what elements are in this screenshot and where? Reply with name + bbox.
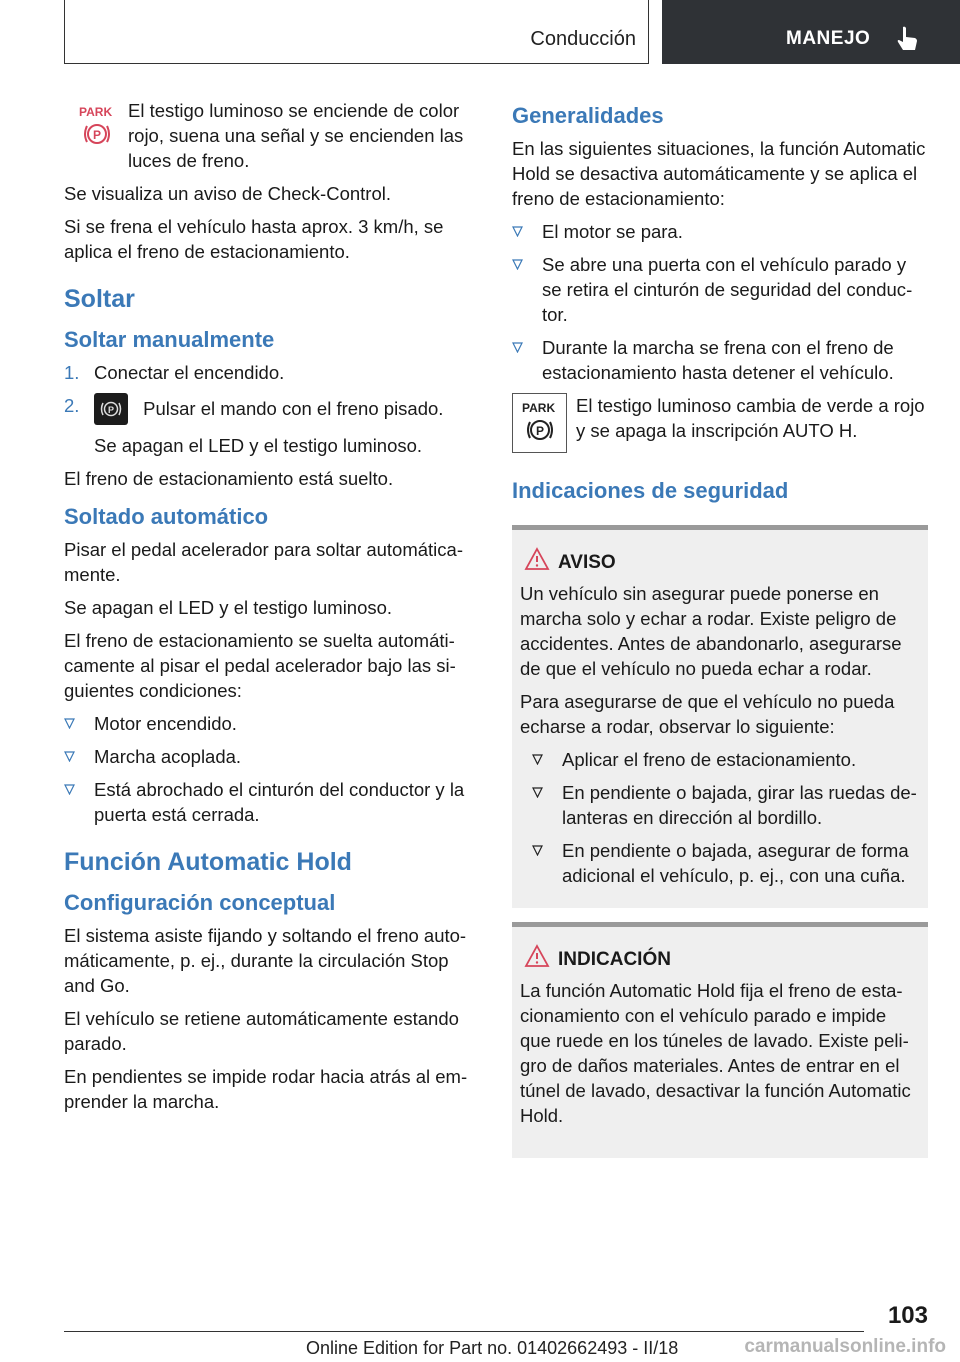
paragraph: La función Automatic Hold fija el freno de estacionamiento con el vehículo parado e impide que ruede en los túneles de lavado. Existe peligro de daños materiales. Antes de entrar en el túnel de lavado, desactivar la función Automatic Hold.: [520, 980, 911, 1126]
list-item: [532, 838, 920, 888]
triangle-bullet-icon: [512, 342, 523, 353]
note-title-text: INDICACIÓN: [558, 949, 671, 970]
paragraph: Para asegurarse de que el vehículo no pueda echarse a rodar, observar lo siguiente:: [520, 691, 895, 737]
heading-soltado-automatico: Soltado automático: [64, 504, 269, 529]
heading-soltar: Soltar: [64, 285, 135, 313]
triangle-bullet-icon: [64, 784, 75, 795]
warning-box: [512, 525, 928, 908]
triangle-bullet-icon: [532, 787, 543, 798]
list-item: [512, 335, 928, 385]
triangle-bullet-icon: [512, 226, 523, 237]
step-number: 1.: [64, 362, 80, 383]
list-item: [532, 747, 920, 772]
chapter-title: MANEJO: [786, 28, 871, 49]
list-item-text: Está abrochado el cinturón del conductor y la puerta está cerrada.: [94, 779, 465, 825]
park-brake-icon: [521, 400, 559, 446]
section-title: Conducción: [530, 28, 636, 50]
heading-generalidades: Generalidades: [512, 103, 664, 128]
list-item-text: Se abre una puerta con el vehículo parado y se retira el cinturón de seguridad del conductor.: [542, 254, 913, 325]
section-tab: [64, 0, 649, 64]
list-item: [532, 780, 920, 830]
parking-brake-button-icon: [94, 393, 128, 425]
list-item-text: Aplicar el freno de estacionamiento.: [562, 749, 857, 770]
hand-pointer-icon: [896, 26, 918, 52]
footer-divider: [64, 1331, 864, 1332]
park-indicator-box: [512, 393, 567, 453]
heading-automatic-hold: Función Automatic Hold: [64, 848, 352, 876]
svg-text:PARK: PARK: [79, 105, 113, 119]
step-text: Pulsar el mando con el freno pisado.: [143, 398, 444, 419]
svg-text:P: P: [108, 405, 115, 415]
warning-title-text: AVISO: [558, 552, 616, 573]
svg-text:P: P: [93, 128, 102, 142]
park-brake-red-icon: [78, 104, 116, 150]
note-title: [520, 947, 920, 972]
heading-configuracion-conceptual: Configuración conceptual: [64, 890, 336, 915]
park-indicator-paragraph: [512, 393, 928, 459]
warning-title: [520, 550, 920, 575]
page-number: 103: [887, 1302, 928, 1329]
conditions-list: [64, 711, 476, 827]
paragraph: En las siguientes situaciones, la función Automatic Hold se desactiva automáticamente y se aplica el freno de estacionamiento:: [512, 138, 926, 209]
list-item-text: En pendiente o bajada, asegurar de forma adicional el vehículo, p. ej., con una cuña.: [562, 840, 909, 886]
situations-list: [512, 219, 928, 385]
steps-list: [64, 360, 476, 458]
list-item: [64, 744, 476, 769]
chapter-tab: [662, 0, 960, 64]
triangle-bullet-icon: [532, 845, 543, 856]
list-item-text: Durante la marcha se frena con el freno de estacionamiento hasta detener el vehículo.: [542, 337, 894, 383]
park-indicator-text: El testigo luminoso cambia de verde a rojo y se apaga la inscripción AUTO H.: [576, 395, 925, 441]
list-item-text: El motor se para.: [542, 221, 683, 242]
step-subtext: Se apagan el LED y el testigo luminoso.: [94, 435, 423, 456]
list-item: [512, 219, 928, 244]
edition-info: Online Edition for Part no. 01402662493 - II/18: [306, 1338, 679, 1358]
svg-text:P: P: [536, 424, 545, 438]
paragraph: Un vehículo sin asegurar puede ponerse en marcha solo y echar a rodar. Existe peligro de accidentes. Antes de abandonarlo, asegurarse de que el vehículo no pueda echar a rodar.: [520, 583, 902, 679]
park-warning-paragraph: [64, 98, 476, 173]
paragraph: Se visualiza un aviso de Check-Control.: [64, 183, 391, 204]
watermark: carmanualsonline.info: [744, 1336, 946, 1357]
warning-list: [520, 747, 920, 888]
paragraph: El freno de estacionamiento se suelta automáticamente al pisar el pedal acelerador bajo las siguientes condiciones:: [64, 630, 456, 701]
paragraph: El vehículo se retiene automáticamente estando parado.: [64, 1008, 459, 1054]
list-item: [64, 711, 476, 736]
paragraph: Pisar el pedal acelerador para soltar automáticamente.: [64, 539, 463, 585]
heading-indicaciones-seguridad: Indicaciones de seguridad: [512, 478, 789, 503]
list-item: [64, 777, 476, 827]
step-item: [64, 393, 476, 458]
left-column: [64, 98, 476, 1122]
step-number: 2.: [64, 395, 80, 416]
step-text: Conectar el encendido.: [94, 362, 285, 383]
paragraph: El sistema asiste fijando y soltando el freno automáticamente, p. ej., durante la circulación Stop and Go.: [64, 925, 467, 996]
list-item-text: En pendiente o bajada, girar las ruedas delanteras en dirección al bordillo.: [562, 782, 917, 828]
step-item: [64, 360, 476, 385]
warning-triangle-icon: [524, 944, 550, 968]
svg-text:PARK: PARK: [522, 401, 556, 415]
list-item-text: Marcha acoplada.: [94, 746, 242, 767]
note-box: [512, 922, 928, 1158]
paragraph: Se apagan el LED y el testigo luminoso.: [64, 597, 393, 618]
triangle-bullet-icon: [512, 259, 523, 270]
triangle-bullet-icon: [64, 718, 75, 729]
paragraph: El freno de estacionamiento está suelto.: [64, 468, 394, 489]
park-warning-text: El testigo luminoso se enciende de color rojo, suena una señal y se encienden las luces de freno.: [128, 100, 464, 171]
triangle-bullet-icon: [532, 754, 543, 765]
paragraph: Si se frena el vehículo hasta aprox. 3 km/h, se aplica el freno de estacionamiento.: [64, 216, 444, 262]
triangle-bullet-icon: [64, 751, 75, 762]
list-item: [512, 252, 928, 327]
right-column: [512, 98, 928, 1158]
list-item-text: Motor encendido.: [94, 713, 237, 734]
warning-triangle-icon: [524, 547, 550, 571]
page-header: [64, 0, 960, 64]
heading-soltar-manualmente: Soltar manualmente: [64, 327, 275, 352]
paragraph: En pendientes se impide rodar hacia atrás al emprender la marcha.: [64, 1066, 468, 1112]
